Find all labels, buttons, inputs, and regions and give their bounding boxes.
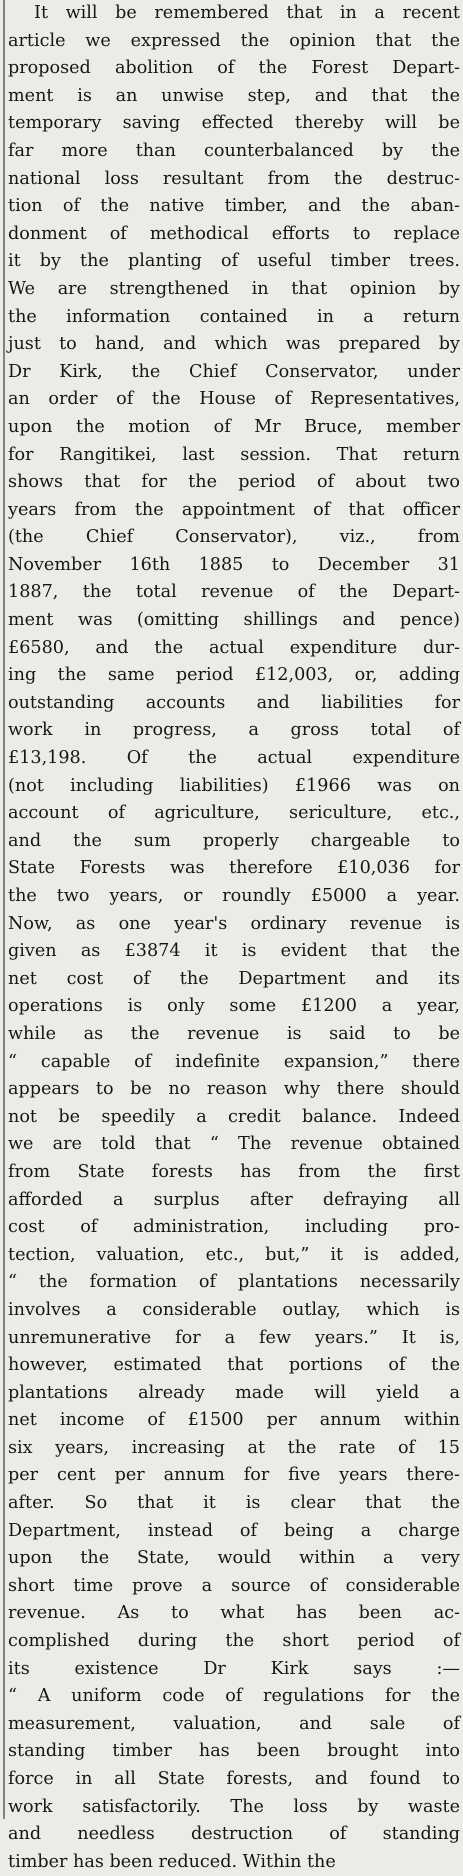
article-line: revenue. As to what has been ac- (8, 1603, 460, 1624)
article-line: operations is only some £1200 a year, (8, 996, 460, 1017)
article-line: just to hand, and which was prepared by (8, 334, 460, 355)
article-line: net cost of the Department and its (8, 968, 460, 989)
article-line: plantations already made will yield a (8, 1382, 460, 1403)
article-column (8, 0, 460, 1876)
article-line: donment of methodical efforts to replace (8, 223, 460, 244)
article-line: proposed abolition of the Forest Depart- (8, 58, 460, 79)
article-line: short time prove a source of considerable (8, 1575, 460, 1596)
article-line: November 16th 1885 to December 31 (8, 554, 460, 575)
article-line: £13,198. Of the actual expenditure (8, 748, 460, 769)
article-line: (not including liabilities) £1966 was on (8, 775, 460, 796)
article-line: 1887, the total revenue of the Depart- (8, 582, 460, 603)
article-line: unremunerative for a few years.” It is, (8, 1327, 460, 1348)
article-line: per cent per annum for five years there- (8, 1465, 460, 1486)
article-line: “ capable of indefinite expansion,” there (8, 1051, 460, 1072)
article-line: ing the same period £12,003, or, adding (8, 665, 460, 686)
article-line: afforded a surplus after defraying all (8, 1189, 460, 1210)
article-line: Now, as one year's ordinary revenue is (8, 913, 460, 934)
article-line: involves a considerable outlay, which is (8, 1299, 460, 1320)
article-line: We are strengthened in that opinion by (8, 278, 460, 299)
article-line: work in progress, a gross total of (8, 720, 460, 741)
article-line: temporary saving effected thereby will be (8, 113, 460, 134)
article-line: measurement, valuation, and sale of (8, 1713, 460, 1734)
article-line: from State forests has from the first (8, 1161, 460, 1182)
article-line: Dr Kirk, the Chief Conservator, under (8, 361, 460, 382)
article-line: “ the formation of plantations necessarily (8, 1272, 460, 1293)
article-line: State Forests was therefore £10,036 for (8, 858, 460, 879)
article-line: complished during the short period of (8, 1631, 460, 1652)
article-line: national loss resultant from the destruc- (8, 168, 460, 189)
article-line: ment was (omitting shillings and pence) (8, 610, 460, 631)
article-line: cost of administration, including pro- (8, 1217, 460, 1238)
article-line: not be speedily a credit balance. Indeed (8, 1106, 460, 1127)
article-line: £6580, and the actual expenditure dur- (8, 637, 460, 658)
article-line: its existence Dr Kirk says :— (8, 1658, 460, 1679)
article-line: while as the revenue is said to be (8, 1023, 460, 1044)
article-line: for Rangitikei, last session. That return (8, 444, 460, 465)
article-line: the information contained in a return (8, 306, 460, 327)
article-line: tection, valuation, etc., but,” it is added, (8, 1244, 460, 1265)
article-line: appears to be no reason why there should (8, 1079, 460, 1100)
article-line: however, estimated that portions of the (8, 1355, 460, 1376)
article-line: It will be remembered that in a recent (34, 3, 460, 23)
article-line: given as £3874 it is evident that the (8, 941, 460, 962)
article-line: and needless destruction of standing (8, 1824, 460, 1845)
article-line: years from the appointment of that officer (8, 499, 460, 520)
article-line: standing timber has been brought into (8, 1741, 460, 1762)
article-line: (the Chief Conservator), viz., from (8, 527, 460, 548)
article-line: we are told that “ The revenue obtained (8, 1134, 460, 1155)
article-line: work satisfactorily. The loss by waste (8, 1796, 460, 1817)
article-line: an order of the House of Representatives, (8, 389, 460, 410)
article-line: the two years, or roundly £5000 a year. (8, 886, 460, 906)
article-line: Department, instead of being a charge (8, 1520, 460, 1541)
article-line: and the sum properly chargeable to (8, 830, 460, 851)
article-line: upon the motion of Mr Bruce, member (8, 416, 460, 437)
article-line: six years, increasing at the rate of 15 (8, 1437, 460, 1458)
article-line: ment is an unwise step, and that the (8, 85, 460, 106)
column-rule (3, 0, 5, 1819)
article-line: “ A uniform code of regulations for the (8, 1686, 460, 1707)
article-line: article we expressed the opinion that the (8, 30, 460, 51)
article-line: far more than counterbalanced by the (8, 140, 460, 161)
article-line: timber has been reduced. Within the (8, 1851, 336, 1872)
article-line: it by the planting of useful timber trees. (8, 251, 460, 272)
article-line: upon the State, would within a very (8, 1548, 460, 1569)
article-line: net income of £1500 per annum within (8, 1410, 460, 1431)
article-line: force in all State forests, and found to (8, 1769, 460, 1789)
article-line: shows that for the period of about two (8, 472, 460, 493)
article-line: tion of the native timber, and the aban- (8, 196, 460, 217)
article-line: account of agriculture, sericulture, etc., (8, 803, 460, 824)
article-line: after. So that it is clear that the (8, 1493, 460, 1514)
article-line: outstanding accounts and liabilities for (8, 692, 460, 713)
